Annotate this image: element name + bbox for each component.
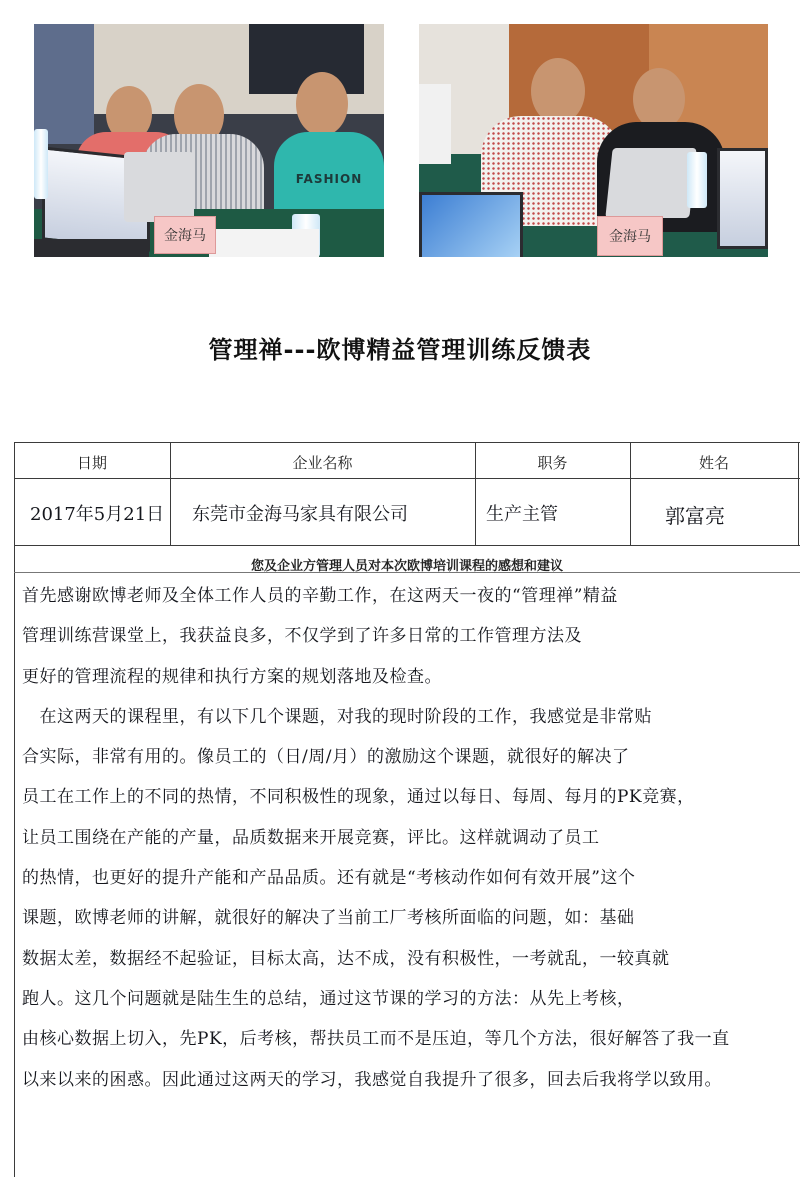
training-photo-right [419,24,768,257]
table-border [14,478,800,479]
feedback-line: 员工在工作上的不同的热情，不同积极性的现象，通过以每日、每周、每月的PK竞赛， [22,787,695,808]
table-border [14,442,15,1177]
form-title: 管理禅---欧博精益管理训练反馈表 [208,336,592,364]
standing-person [34,24,94,144]
header-company: 企业名称 [292,454,353,472]
person-head [633,68,685,130]
feedback-line: 跑人。这几个问题就是陆生生的总结，通过这节课的学习的方法：从先上考核， [22,988,635,1009]
papers [209,229,319,257]
table-border [14,545,800,546]
water-bottle [34,129,48,199]
value-name: 郭富亮 [665,504,725,528]
feedback-handwriting [22,576,788,1176]
shirt-text: FASHION [295,172,363,186]
value-date: 2017年5月21日 [30,504,165,525]
feedback-line: 课题，欧博老师的讲解，就很好的解决了当前工厂考核所面临的问题，如：基础 [22,908,635,929]
header-date: 日期 [76,454,107,472]
laptop-silver [605,148,696,218]
feedback-section-title: 您及企业方管理人员对本次欧博培训课程的感想和建议 [250,559,563,574]
feedback-line: 让员工围绕在产能的产量，品质数据来开展竞赛，评比。这样就调动了员工 [22,827,600,848]
training-photo-left [34,24,384,257]
feedback-line: 在这两天的课程里，有以下几个课题，对我的现时阶段的工作，我感觉是非常贴 [22,706,652,727]
table-border [14,442,800,443]
feedback-line: 以来以来的困惑。因此通过这两天的学习，我感觉自我提升了很多，回去后我将学以致用。 [22,1069,722,1090]
feedback-line: 合实际，非常有用的。像员工的（日/周/月）的激励这个课题，就很好的解决了 [22,747,630,768]
laptop-silver [124,152,194,222]
feedback-line: 的热情，也更好的提升产能和产品品质。还有就是“考核动作如何有效开展”这个 [22,868,636,889]
person-head [296,72,348,136]
laptop-screen [419,192,523,257]
header-position: 职务 [537,454,568,472]
water-bottle [687,152,707,208]
feedback-line: 由核心数据上切入，先PK，后考核，帮扶员工而不是压迫，等几个方法，很好解答了我一直 [22,1029,730,1050]
feedback-line: 更好的管理流程的规律和执行方案的规划落地及检查。 [22,666,442,687]
person-head [531,58,585,124]
feedback-line: 首先感谢欧博老师及全体工作人员的辛勤工作，在这两天一夜的“管理禅”精益 [22,586,618,606]
laptop-keyboard [34,239,149,257]
value-company: 东莞市金海马家具有限公司 [192,504,408,525]
header-name: 姓名 [698,454,729,472]
seated-person [419,84,451,164]
feedback-line: 数据太差，数据经不起验证，目标太高，达不成，没有积极性，一考就乱，一较真就 [22,948,670,969]
laptop-screen [717,148,768,249]
feedback-line: 管理训练营课堂上，我获益良多，不仅学到了许多日常的工作管理方法及 [22,626,582,647]
name-card: 金海马 [597,216,663,256]
table-border [798,442,799,545]
value-position: 生产主管 [486,504,558,525]
name-card: 金海马 [154,216,216,254]
